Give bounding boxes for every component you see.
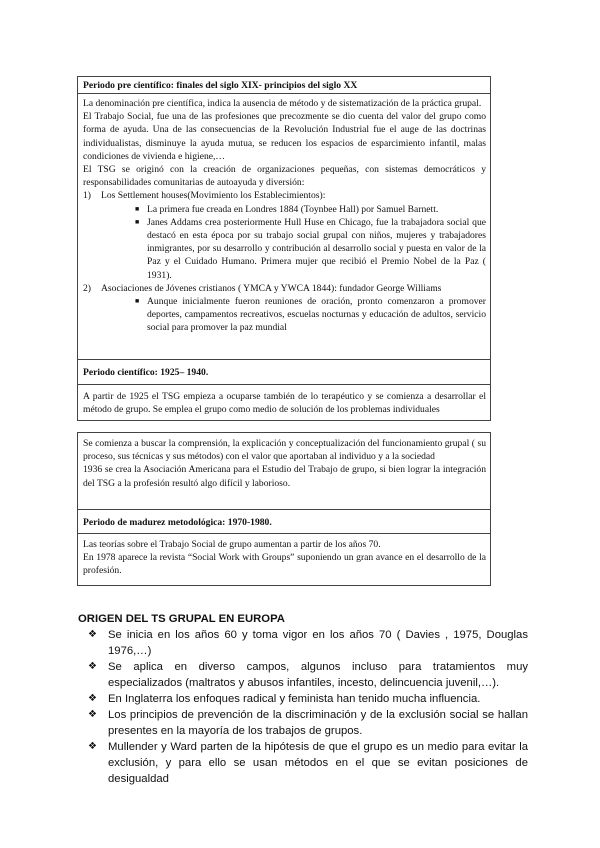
item-number: 1) [83, 190, 91, 202]
section-body-comprehension [78, 433, 490, 510]
list-item [78, 691, 528, 707]
list-item-text: Los principios de prevención de la discriminación y de la exclusión social se hallan presentes en la mayoría de los trabajos de grupos. [108, 709, 528, 737]
diamond-bullet-icon: ❖ [88, 629, 97, 640]
list-item-text: Se aplica en diverso campos, algunos incluso para tratamientos muy especializados (maltratos y abusos infantiles, incesto, delincuencia juvenil,…). [108, 661, 528, 689]
europe-bullet-list [78, 627, 528, 787]
numbered-item [83, 189, 486, 202]
bullet-icon: ■ [135, 217, 140, 226]
bullet-text: Aunque inicialmente fueron reuniones de oración, pronto comenzaron a promover deportes, campamentos recreativos, escuelas nocturnas y educación de adultos, servicio social para promover la paz mundial [147, 296, 486, 334]
bullet-text: Janes Addams crea posteriormente Hull Huse en Chicago, fue la trabajadora social que destacó en esta época por su trabajo social grupal con niños, mujeres y trabajadores inmigrantes, por su desarrollo y contribución al desarrollo social y puesta en valor de la Paz y el Cuidado Humano. Primera mujer que recibió el Premio Nobel de la Paz ( 1931). [147, 216, 486, 281]
section-body-scientific [78, 385, 490, 418]
diamond-bullet-icon: ❖ [88, 693, 97, 704]
list-item [78, 707, 528, 739]
list-item-text: En Inglaterra los enfoques radical y feminista han tenido mucha influencia. [108, 693, 481, 705]
section-title-europe: ORIGEN DEL TS GRUPAL EN EUROPA [78, 613, 285, 625]
item-text: Los Settlement houses(Movimiento los Establecimientos): [101, 190, 326, 202]
section-body-pre-scientific [78, 94, 490, 360]
diamond-bullet-icon: ❖ [88, 741, 97, 752]
paragraph: En 1978 aparece la revista “Social Work with Groups” suponiendo un gran avance en el desarrollo de la profesión. [83, 552, 486, 577]
diamond-bullet-icon: ❖ [88, 709, 97, 720]
list-item-text: Mullender y Ward parten de la hipótesis de que el grupo es un medio para evitar la exclusión, y para ello se usan métodos en el que se evitan posiciones de desigualdad [108, 741, 528, 785]
numbered-item [83, 282, 486, 295]
item-text: Asociaciones de Jóvenes cristianos ( YMCA y YWCA 1844): fundador George Williams [101, 282, 442, 294]
paragraph: Las teorías sobre el Trabajo Social de grupo aumentan a partir de los años 70. [83, 539, 381, 550]
paragraph: Se comienza a buscar la comprensión, la explicación y conceptualización del funcionamiento grupal ( su proceso, sus técnicas y sus métodos) con el valor que aportaban al individuo y a la sociedad [83, 438, 486, 463]
diamond-bullet-icon: ❖ [88, 661, 97, 672]
paragraph: La denominación pre científica, indica la ausencia de método y de sistematización de la práctica grupal. [83, 98, 482, 109]
bullet-icon: ■ [135, 297, 140, 306]
bullet-item [83, 203, 486, 216]
section-header-pre-scientific: Periodo pre científico: finales del siglo XIX- principios del siglo XX [78, 77, 490, 94]
section-body-maturity [78, 534, 490, 580]
bullet-item [83, 216, 486, 282]
list-item [78, 659, 528, 691]
bullet-item [83, 295, 486, 335]
bullet-text: La primera fue creada en Londres 1884 (Toynbee Hall) por Samuel Barnett. [147, 203, 439, 215]
item-number: 2) [83, 282, 91, 294]
paragraph: El Trabajo Social, fue una de las profesiones que precozmente se dio cuenta del valor del grupo como forma de ayuda. Una de las consecuencias de la Revolución Industrial fue el auge de las doctrinas individualistas, disminuye la ayuda mutua, se reducen los espacios de esparcimiento infantil, malas condiciones de vivienda e higiene,… [83, 111, 486, 162]
section-header-scientific: Periodo científico: 1925– 1940. [78, 360, 490, 385]
list-item [78, 627, 528, 659]
section-header-maturity: Periodo de madurez metodológica: 1970-1980. [78, 510, 490, 534]
list-item [78, 739, 528, 787]
paragraph: A partir de 1925 el TSG empieza a ocuparse también de lo terapéutico y se comienza a desarrollar el método de grupo. Se emplea el grupo como medio de solución de los problemas individuales [83, 391, 486, 416]
bullet-icon: ■ [135, 204, 140, 213]
paragraph: El TSG se originó con la creación de organizaciones pequeñas, con sistemas democráticos y responsabilidades comunitarias de autoayuda y diversión: [83, 164, 486, 189]
list-item-text: Se inicia en los años 60 y toma vigor en los años 70 ( Davies , 1975, Douglas 1976,…) [108, 629, 528, 657]
history-box-2 [77, 432, 491, 586]
paragraph: 1936 se crea la Asociación Americana para el Estudio del Trabajo de grupo, si bien lograr la integración del TSG a la profesión resultó algo difícil y laborioso. [83, 464, 486, 489]
history-box-1 [77, 76, 491, 421]
